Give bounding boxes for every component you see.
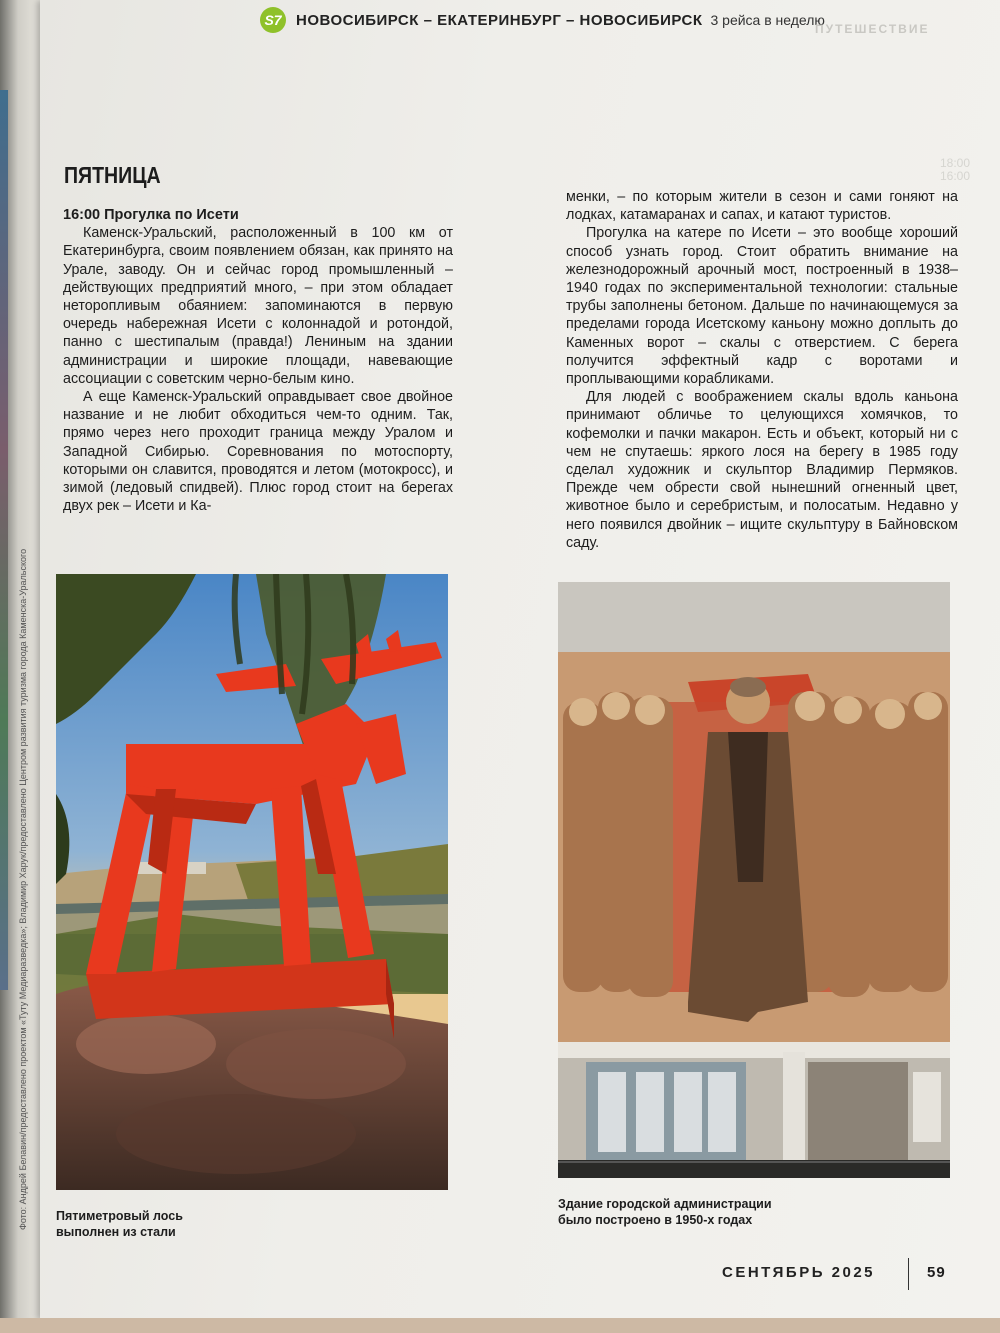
- article-column-1: [63, 206, 453, 515]
- caption-line: выполнен из стали: [56, 1225, 176, 1239]
- caption-line: Пятиметровый лось: [56, 1209, 183, 1223]
- moose-photo-caption: [56, 1208, 183, 1240]
- administration-building-mural-photo: [558, 582, 950, 1178]
- moose-sculpture-photo: [56, 574, 448, 1190]
- photo-credit: Фото: Андрей Белавин/предоставлено проектом «Туту Медиаразведка»; Владимир Харук/предоставлено Центром развития туризма города Каменска-Уральского: [18, 548, 28, 1230]
- background-surface: [0, 1318, 1000, 1333]
- page-number: 59: [927, 1264, 946, 1281]
- article-subheading: 16:00 Прогулка по Исети: [63, 207, 239, 223]
- magazine-page: 18:00 16:00: [40, 0, 1000, 1320]
- paragraph: А еще Каменск-Уральский оправдывает свое двойное название и не любит обходиться чем-то одним. Так, прямо через него проходит граница между Уралом и Западной Сибирью. Соревнования по мотоспорту, которыми он славится, проводятся и летом (мотокросс), и зимой (ледовый спидвей). Плюс город стоит на берегах двух рек – Исети и Ка-: [63, 389, 453, 515]
- caption-line: было построено в 1950-х годах: [558, 1213, 753, 1227]
- section-tag: ПУТЕШЕСТВИЕ: [815, 22, 930, 36]
- day-heading: ПЯТНИЦА: [64, 162, 161, 188]
- article-column-2: [566, 188, 958, 552]
- caption-line: Здание городской администрации: [558, 1197, 772, 1211]
- mural-photo-caption: [558, 1196, 772, 1228]
- paragraph: Для людей с воображением скалы вдоль каньона принимают обличье то целующихся хомячков, то кофемолки и пачки макарон. Есть и объект, который ни с чем не спутаешь: яркого лося на берегу в 1985 году сделал художник и скульптор Владимир Пермяков. Прежде чем обрести свой нынешний огненный цвет, животное было и серебристым, и полосатым. Недавно у него появился двойник – ищите скульптуру в Байновском саду.: [566, 389, 958, 551]
- route-header: [260, 0, 825, 40]
- route-frequency: 3 рейса в неделю: [710, 12, 825, 28]
- paragraph: Прогулка на катере по Исети – это вообще хороший способ узнать город. Стоит обратить внимание на железнодорожный арочный мост, построенный в 1938–1940 годах по экспериментальной технологии: стальные трубы заполнены бетоном. Дальше по начинающемуся за пределами города Исетскому каньону можно доплыть до Каменных ворот – скалы с отверстием. С берега получится эффектный кадр с воротами и проплывающими корабликами.: [566, 225, 958, 388]
- route-title: НОВОСИБИРСК – ЕКАТЕРИНБУРГ – НОВОСИБИРСК: [296, 11, 703, 29]
- footer-divider: [908, 1258, 909, 1290]
- paragraph: Каменск-Уральский, расположенный в 100 км от Екатеринбурга, своим появлением обязан, как принято на Урале, заводу. Он и сейчас город промышленный – действующих предприятий много, – при этом обладает неторопливым обаянием: запоминаются в первую очередь набережная Исети с колоннадой и ротондой, панно с шестипалым (правда!) Лениным на здании администрации и широкие площади, навевающие ассоциации с советским черно-белым кино.: [63, 225, 453, 387]
- s7-logo-icon: S7: [260, 7, 286, 33]
- paragraph: менки, – по которым жители в сезон и сами гоняют на лодках, катамаранах и сапах, и катают туристов.: [566, 189, 958, 224]
- previous-page-photo-edge: [0, 90, 8, 990]
- issue-date: СЕНТЯБРЬ 2025: [722, 1264, 876, 1281]
